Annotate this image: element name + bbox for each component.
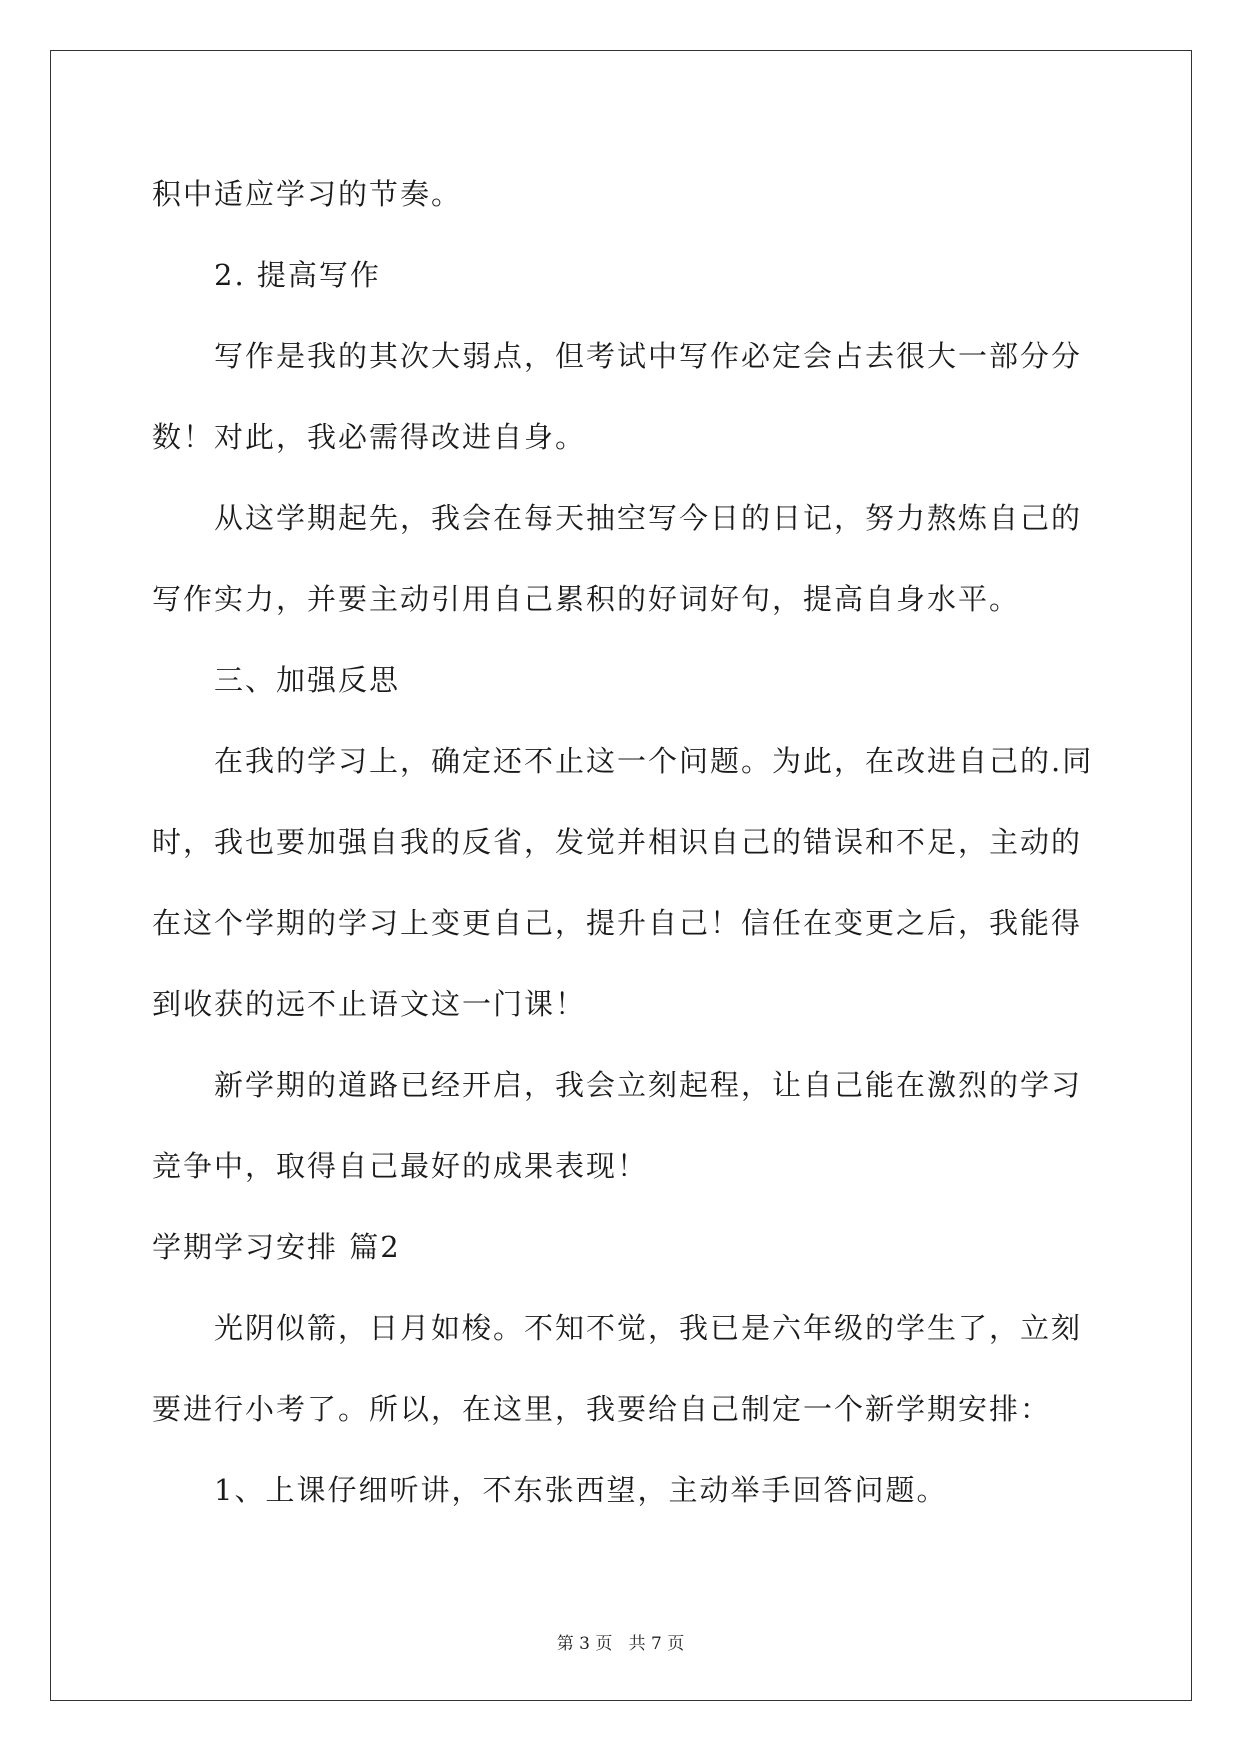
subheading-2: 2. 提高写作 [214,258,381,292]
page-number: 第 3 页 共 7 页 [556,1634,685,1654]
paragraph-line: 光阴似箭，日月如梭。不知不觉，我已是六年级的学生了，立刻 [214,1311,1083,1345]
paragraph-line: 写作实力，并要主动引用自己累积的好词好句，提高自身水平。 [152,582,1021,616]
page-border [50,50,1192,1701]
paragraph-line: 竞争中，取得自己最好的成果表现！ [152,1149,649,1183]
paragraph-line: 到收获的远不止语文这一门课！ [152,987,587,1021]
paragraph-line: 积中适应学习的节奏。 [152,177,463,211]
paragraph-line: 要进行小考了。所以，在这里，我要给自己制定一个新学期安排： [152,1392,1052,1426]
paragraph-line: 数！对此，我必需得改进自身。 [152,420,587,454]
section-heading-3: 三、加强反思 [214,663,401,697]
paragraph-line: 在这个学期的学习上变更自己，提升自己！信任在变更之后，我能得 [152,906,1083,940]
paragraph-line: 新学期的道路已经开启，我会立刻起程，让自己能在激烈的学习 [214,1068,1083,1102]
paragraph-line: 在我的学习上，确定还不止这一个问题。为此，在改进自己的.同 [214,744,1094,778]
paragraph-line: 从这学期起先，我会在每天抽空写今日的日记，努力熬炼自己的 [214,501,1083,535]
paragraph-line: 时，我也要加强自我的反省，发觉并相识自己的错误和不足，主动的 [152,825,1083,859]
article-title: 学期学习安排 篇2 [152,1230,401,1264]
list-item: 1、上课仔细听讲，不东张西望，主动举手回答问题。 [214,1473,948,1507]
paragraph-line: 写作是我的其次大弱点，但考试中写作必定会占去很大一部分分 [214,339,1083,373]
